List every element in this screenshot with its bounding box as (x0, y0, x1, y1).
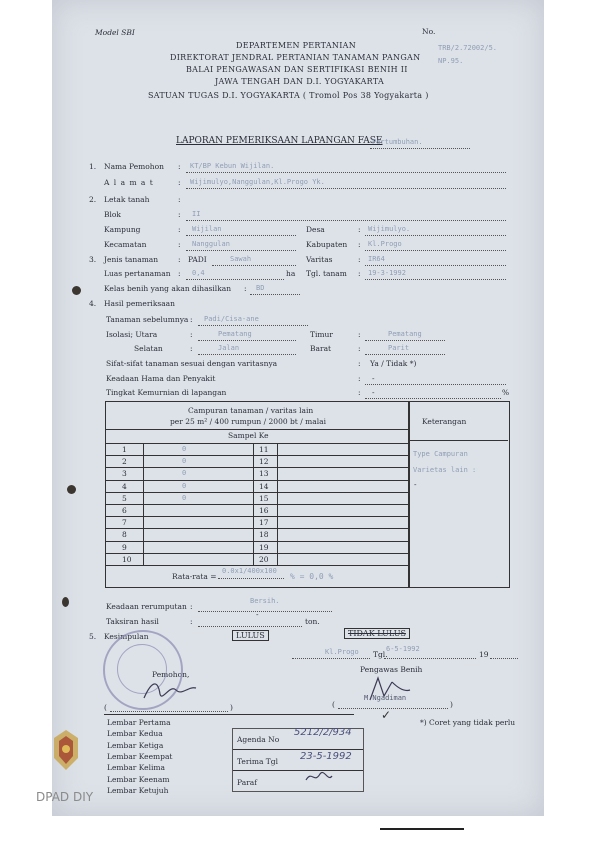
sebelumnya-value: Padi/Cisa-ane (204, 315, 259, 323)
header-line-4: JAWA TENGAH DAN D.I. YOGYAKARTA (215, 77, 385, 86)
section-2-number: 2. (89, 195, 97, 204)
desa-value: Wijimulyo. (368, 225, 411, 233)
varitas-value: IR64 (368, 255, 385, 263)
section-1-number: 1. (89, 162, 97, 171)
pengawas-paren-left: ( (332, 700, 335, 709)
coret-note: *) Coret yang tidak perlu (420, 718, 516, 727)
letak-label: Letak tanah (104, 195, 150, 204)
sample-number: 16 (259, 506, 269, 515)
table-row-line (106, 467, 409, 468)
table-row-line (106, 553, 409, 554)
year-label: 19 (479, 650, 489, 659)
sample-number: 19 (259, 542, 269, 552)
timur-value: Pematang (388, 330, 422, 338)
sample-value: 0 (182, 481, 187, 490)
colon: : (190, 330, 193, 339)
sample-number: 17 (259, 518, 269, 528)
ton-unit: ton. (305, 617, 320, 626)
alamat-value: Wijimulyo,Nanggulan,Kl.Progo Yk. (190, 178, 325, 186)
footer-rule (380, 828, 464, 830)
varitas-label: Varitas (306, 255, 333, 264)
sebelumnya-label: Tanaman sebelumnya (106, 315, 189, 324)
section-5-number: 5. (89, 632, 97, 641)
sample-number: 6 (122, 506, 127, 515)
timur-label: Timur (310, 330, 333, 339)
rata-value: 0.0x1/400x100 (222, 567, 277, 575)
colon: : (190, 602, 193, 611)
colon: : (358, 359, 361, 368)
sample-number: 4 (122, 481, 127, 491)
header-line-2: DIREKTORAT JENDRAL PERTANIAN TANAMAN PANGAN (170, 53, 421, 62)
blok-value: II (192, 210, 201, 218)
pemohon-paren-left: ( (104, 703, 107, 712)
kelas-value: BD (256, 284, 265, 292)
model-label: Model SBI (95, 28, 135, 37)
colon: : (358, 388, 361, 397)
luas-value: 0,4 (192, 269, 205, 277)
table-row-line (106, 528, 409, 529)
sample-number: 12 (259, 457, 269, 467)
colon: : (178, 269, 181, 278)
jenis-value-2: Sawah (230, 255, 252, 263)
kecamatan-value: Nanggulan (192, 240, 230, 248)
colon: : (190, 344, 193, 353)
copy-list-item: Lembar Keenam (107, 774, 170, 784)
taksiran-value: - (256, 610, 259, 619)
colon: : (358, 225, 361, 234)
alamat-label: A l a m a t (104, 178, 154, 187)
terima-label: Terima Tgl (237, 757, 279, 766)
keterangan-note-3: - (414, 480, 417, 489)
kampung-label: Kampung (104, 225, 141, 234)
barat-value: Parit (388, 344, 410, 352)
colon: : (178, 240, 181, 249)
colon: : (358, 374, 361, 383)
tgl-label: Tgl. (373, 650, 388, 659)
watermark-text: DPAD DIY (36, 790, 94, 804)
copy-list-item: Lembar Kelima (107, 763, 165, 773)
kelas-label: Kelas benih yang akan dihasilkan (104, 284, 232, 293)
no-value-2: NP.95. (438, 57, 464, 65)
sample-number: 10 (122, 554, 132, 564)
colon: : (358, 269, 361, 278)
colon: : (244, 284, 247, 293)
table-row-line (106, 565, 409, 566)
selatan-label: Selatan (134, 344, 163, 353)
table-row-line (106, 480, 409, 481)
keterangan-note-1: Type Campuran (413, 450, 468, 458)
dpad-emblem-icon (50, 728, 82, 772)
header-line-3: BALAI PENGAWASAN DAN SERTIFIKASI BENIH II (186, 65, 408, 74)
sampel-ke-header: Sampel Ke (228, 431, 269, 440)
table-row-line (106, 516, 409, 517)
rerumputan-value: Bersih. (250, 597, 280, 605)
agenda-value: 5212/2/934 (294, 727, 352, 738)
colon: : (358, 255, 361, 264)
paraf-label: Paraf (237, 778, 258, 787)
pemohon-paren-right: ) (230, 703, 233, 712)
keterangan-header: Keterangan (422, 417, 467, 426)
sifat-label: Sifat-sifat tanaman sesuai dengan varitasnya (106, 359, 278, 368)
jenis-label: Jenis tanaman (104, 255, 159, 264)
table-head-2: per 25 m² / 400 rumpun / 2000 bt / malai (170, 417, 326, 426)
sample-number: 8 (122, 530, 127, 540)
sample-number: 9 (122, 542, 127, 552)
punch-hole (67, 485, 76, 494)
sample-number: 5 (122, 493, 127, 503)
hama-value: - (372, 374, 375, 383)
pengawas-label: Pengawas Benih (360, 665, 423, 674)
sample-value: 0 (182, 457, 187, 466)
report-title: LAPORAN PEMERIKSAAN LAPANGAN FASE (176, 136, 383, 146)
sample-number: 1 (122, 445, 127, 454)
percent-sign: % (502, 388, 510, 397)
blok-label: Blok (104, 210, 121, 219)
pemohon-label: Pemohon, (152, 670, 190, 679)
tgl-tanam-value: 19-3-1992 (368, 269, 406, 277)
nama-label: Nama Pemohon (104, 162, 164, 171)
hama-label: Keadaan Hama dan Penyakit (106, 374, 216, 383)
kecamatan-label: Kecamatan (104, 240, 147, 249)
kabupaten-value: Kl.Progo (368, 240, 402, 248)
colon: : (358, 330, 361, 339)
barat-label: Barat (310, 344, 332, 353)
rerumputan-label: Keadaan rerumputan (106, 602, 187, 611)
colon: : (178, 255, 181, 264)
sample-number: 2 (122, 457, 127, 467)
terima-value: 23-5-1992 (300, 751, 352, 762)
jenis-value: PADI (188, 255, 207, 264)
colon: : (358, 344, 361, 353)
no-value: TRB/2.72002/5. (438, 44, 498, 52)
lulus-box: LULUS (232, 630, 269, 641)
rata-result: % = 0,0 % (290, 572, 334, 581)
punch-hole (62, 597, 69, 607)
selatan-value: Jalan (218, 344, 240, 352)
copy-list-item: Lembar Ketiga (107, 740, 164, 750)
copy-list-item: Lembar Keempat (107, 751, 173, 761)
sifat-value: Ya / Tidak *) (370, 359, 417, 368)
punch-hole (72, 286, 81, 295)
keterangan-box (408, 401, 510, 588)
sample-number: 15 (259, 493, 269, 503)
report-phase: Pertumbuhan. (372, 138, 423, 146)
kemurnian-label: Tingkat Kemurnian di lapangan (106, 388, 227, 397)
hasil-label: Hasil pemeriksaan (104, 299, 175, 308)
sample-value: 0 (182, 493, 187, 502)
sample-number: 3 (122, 469, 127, 479)
colon: : (178, 195, 181, 204)
kabupaten-label: Kabupaten (306, 240, 348, 249)
kemurnian-value: - (372, 388, 375, 397)
keterangan-note-2: Varietas lain : (413, 466, 477, 474)
rata-label: Rata-rata = (172, 572, 217, 581)
colon: : (178, 225, 181, 234)
colon: : (358, 240, 361, 249)
desa-label: Desa (306, 225, 325, 234)
copy-list-item: Lembar Kedua (107, 729, 163, 739)
place-value: Kl.Progo (325, 648, 359, 656)
no-label: No. (422, 27, 436, 36)
pengawas-paren-right: ) (450, 700, 453, 709)
table-row-line (106, 455, 409, 456)
table-row-line (106, 492, 409, 493)
tgl-value: 6-5-1992 (386, 645, 420, 653)
checkmark-icon: ✓ (381, 708, 392, 722)
sample-number: 20 (259, 554, 269, 564)
luas-label: Luas pertanaman (104, 269, 171, 278)
colon: : (178, 210, 181, 219)
sample-value: 0 (182, 469, 187, 478)
isolasi-label: Isolasi; Utara (106, 330, 158, 339)
table-head-1: Campuran tanaman / varitas lain (188, 406, 314, 415)
colon: : (190, 315, 193, 324)
table-row-line (106, 504, 409, 505)
section-3-number: 3. (89, 255, 97, 264)
copy-list-item: Lembar Pertama (107, 718, 171, 727)
pemohon-signature (140, 676, 200, 704)
paraf-signature (304, 768, 334, 786)
sample-number: 18 (259, 530, 269, 540)
section-4-number: 4. (89, 299, 97, 308)
kampung-value: Wijilan (192, 225, 222, 233)
colon: : (178, 162, 181, 171)
header-line-1: DEPARTEMEN PERTANIAN (236, 41, 357, 50)
header-line-5: SATUAN TUGAS D.I. YOGYAKARTA ( Tromol Pos 38 Yogyakarta ) (148, 91, 429, 100)
ha-unit: ha (286, 269, 296, 278)
agenda-label: Agenda No (237, 735, 280, 744)
copy-list-item: Lembar Ketujuh (107, 785, 169, 795)
nama-value: KT/BP Kebun Wijilan. (190, 162, 275, 170)
colon: : (190, 617, 193, 626)
taksiran-label: Taksiran hasil (106, 617, 159, 626)
sample-number: 14 (259, 481, 269, 491)
tgl-tanam-label: Tgl. tanam (306, 269, 347, 278)
tidak-lulus-box: TIDAK LULUS (344, 628, 410, 639)
table-row-line (106, 541, 409, 542)
utara-value: Pematang (218, 330, 252, 338)
sample-number: 13 (259, 469, 269, 479)
sample-value: 0 (182, 445, 187, 453)
colon: : (178, 178, 181, 187)
kesimpulan-label: Kesimpulan (104, 632, 149, 641)
sample-number: 7 (122, 518, 127, 528)
sample-number: 11 (259, 445, 269, 454)
pengawas-name: M.Ngadiman (364, 694, 407, 702)
